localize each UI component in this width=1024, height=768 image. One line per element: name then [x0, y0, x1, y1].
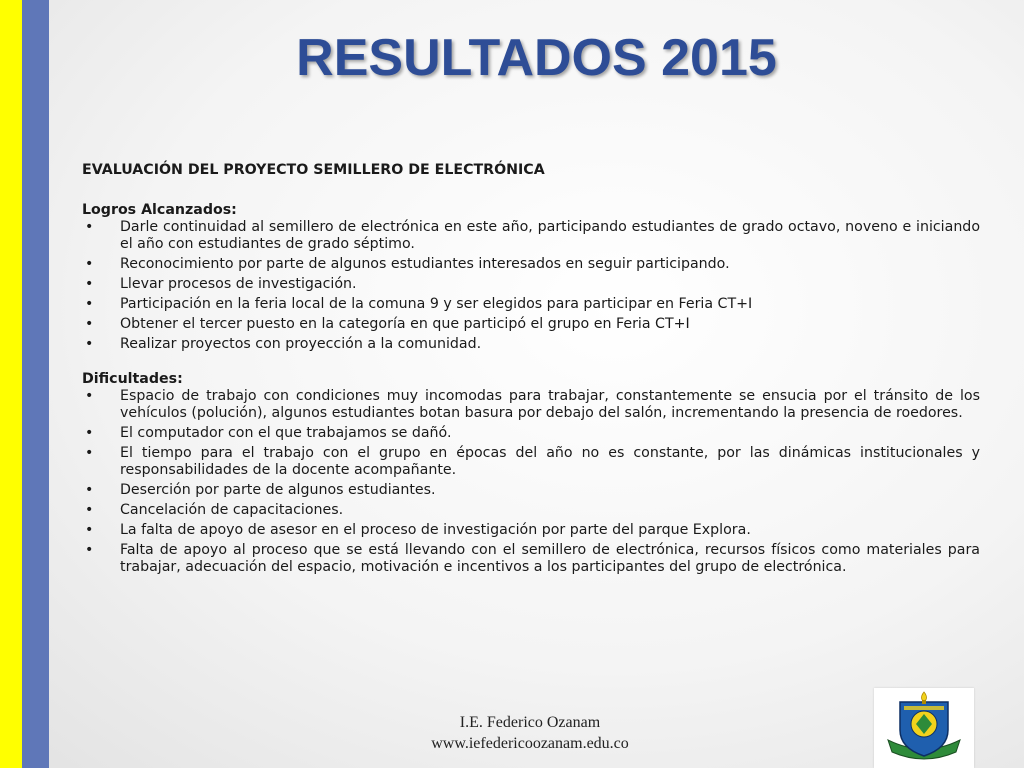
list-item: • Llevar procesos de investigación. — [82, 276, 980, 293]
difficulties-label: Dificultades: — [82, 371, 183, 387]
left-stripe-blue — [22, 0, 49, 768]
list-item: • La falta de apoyo de asesor en el proceso de investigación por parte del parque Explora. — [82, 522, 980, 539]
slide-title: RESULTADOS 2015 — [296, 29, 777, 87]
footer-website: www.iefedericoozanam.edu.co — [431, 735, 629, 752]
list-item: • Deserción por parte de algunos estudiantes. — [82, 482, 980, 499]
slide-content — [82, 162, 980, 579]
achievements-list — [82, 219, 980, 353]
list-item: • El tiempo para el trabajo con el grupo en épocas del año no es constante, por las dinámicas institucionales y responsabilidades de la docente acompañante. — [82, 445, 980, 479]
list-item: • Participación en la feria local de la comuna 9 y ser elegidos para participar en Feria CT+I — [82, 296, 980, 313]
list-item: • Reconocimiento por parte de algunos estudiantes interesados en seguir participando. — [82, 256, 980, 273]
list-item: • Espacio de trabajo con condiciones muy incomodas para trabajar, constantemente se ensucia por el tránsito de los vehículos (polución), algunos estudiantes botan basura por debajo del salón, incrementando la presencia de roedores. — [82, 388, 980, 422]
project-heading: EVALUACIÓN DEL PROYECTO SEMILLERO DE ELECTRÓNICA — [82, 162, 545, 178]
list-item: • Realizar proyectos con proyección a la comunidad. — [82, 336, 980, 353]
list-item: • Obtener el tercer puesto en la categoría en que participó el grupo en Feria CT+I — [82, 316, 980, 333]
achievements-label: Logros Alcanzados: — [82, 202, 237, 218]
school-logo — [874, 688, 974, 768]
list-item: • El computador con el que trabajamos se dañó. — [82, 425, 980, 442]
footer — [380, 712, 680, 754]
school-crest-icon — [874, 688, 974, 768]
list-item: • Darle continuidad al semillero de electrónica en este año, participando estudiantes de grado octavo, noveno e iniciando el año con estudiantes de grado séptimo. — [82, 219, 980, 253]
footer-school-name: I.E. Federico Ozanam — [459, 714, 601, 731]
list-item: • Falta de apoyo al proceso que se está llevando con el semillero de electrónica, recursos físicos como materiales para trabajar, adecuación del espacio, motivación e incentivos a los participantes del grupo de electrónica. — [82, 542, 980, 576]
difficulties-list — [82, 388, 980, 576]
left-stripe-yellow — [0, 0, 22, 768]
list-item: • Cancelación de capacitaciones. — [82, 502, 980, 519]
